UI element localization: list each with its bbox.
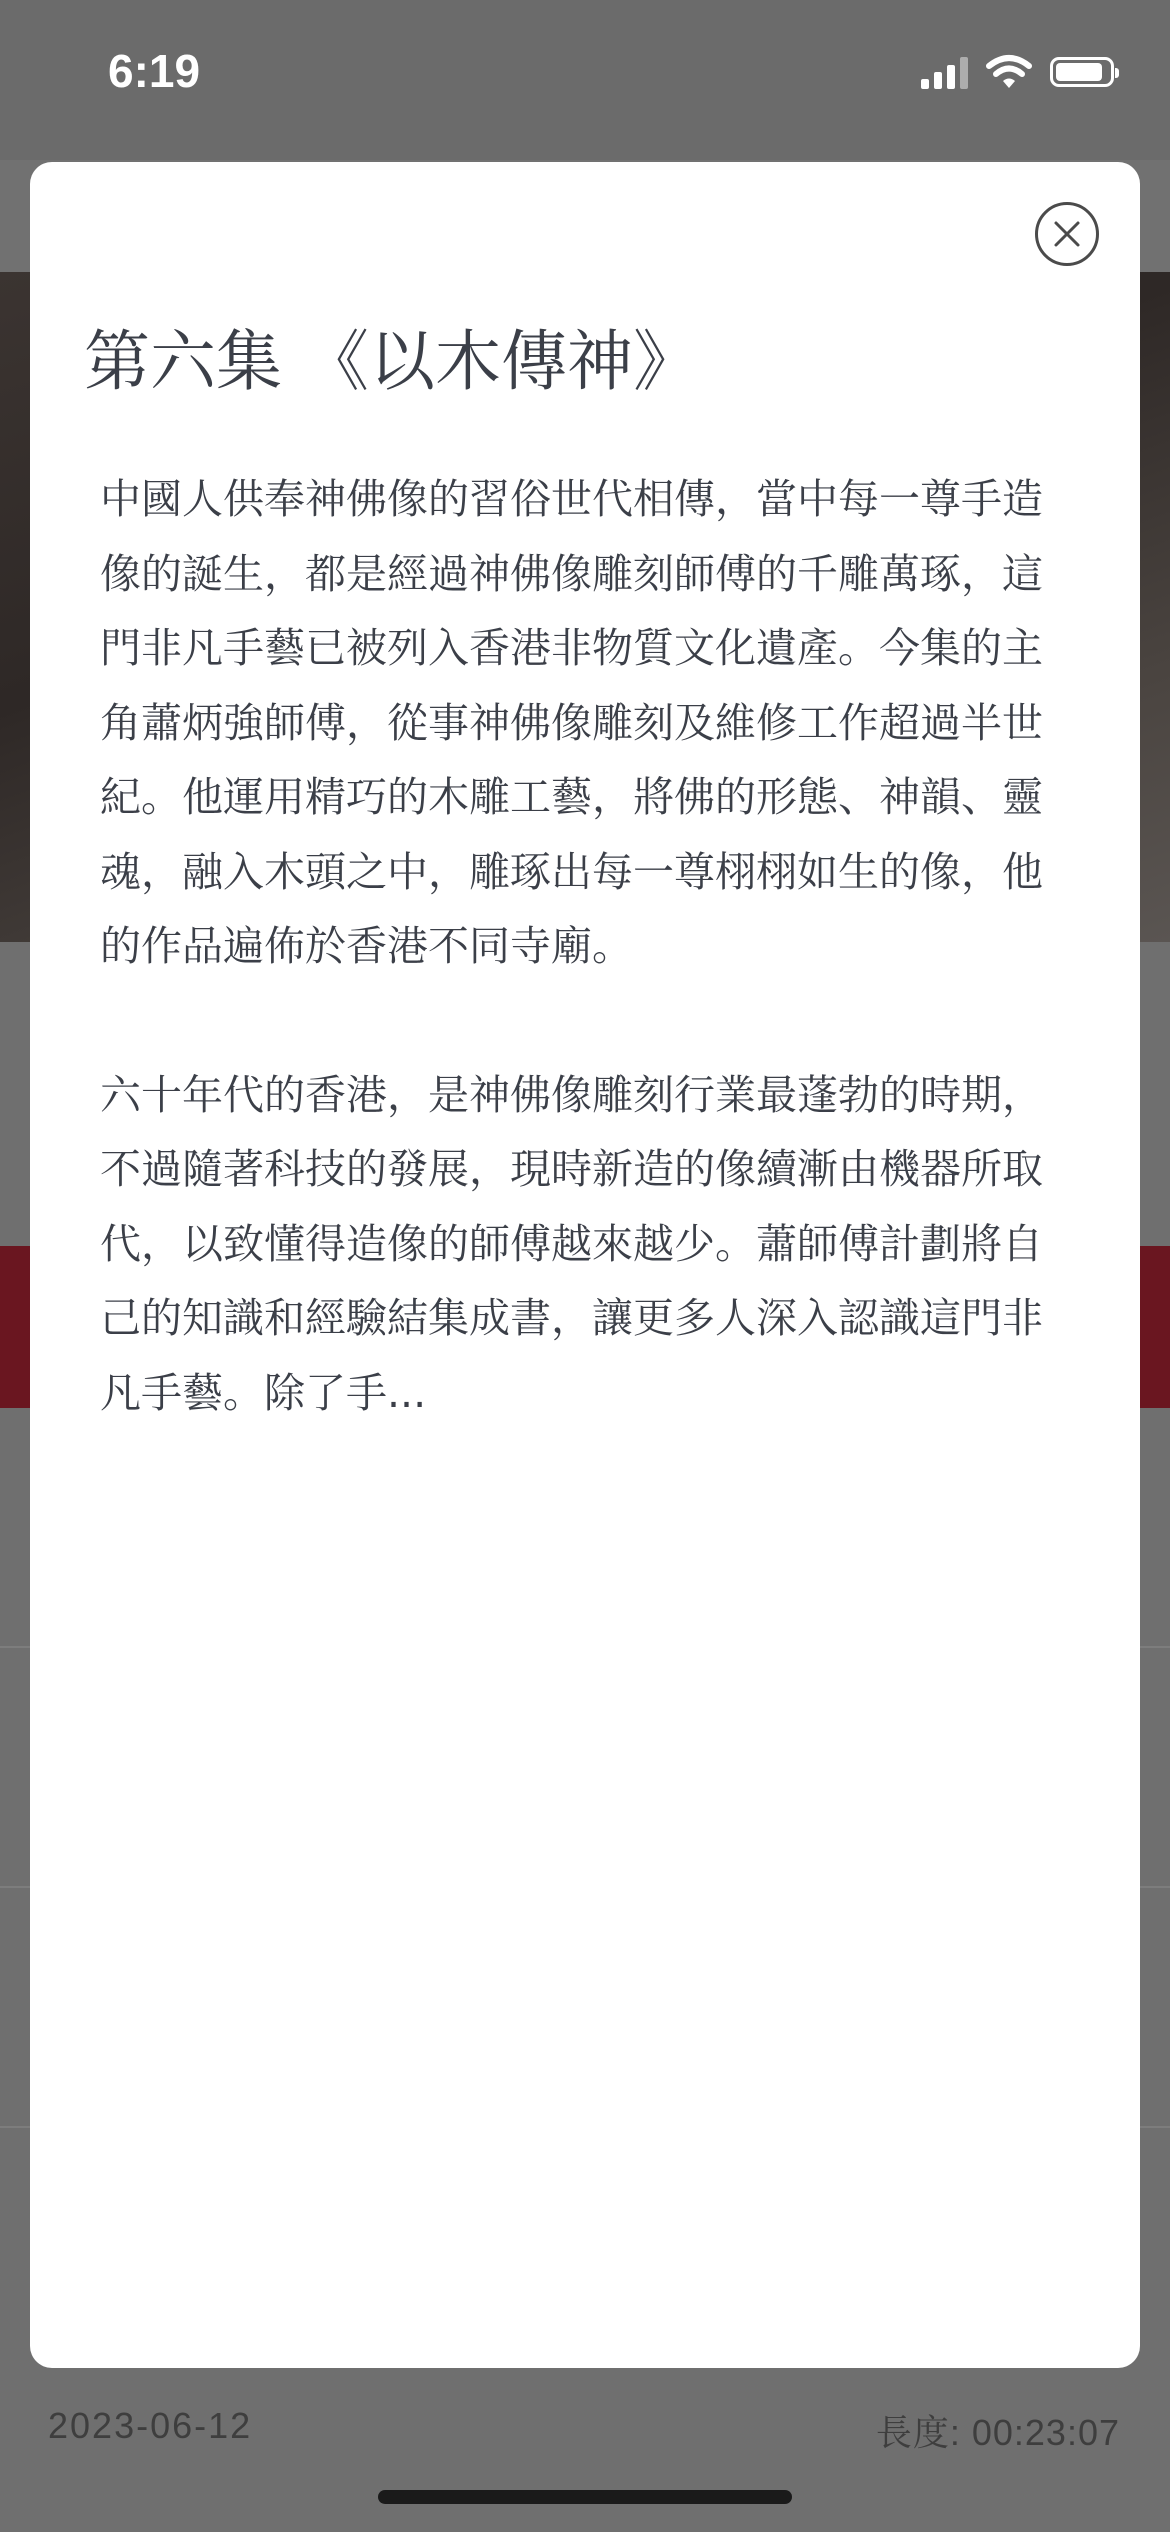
episode-title: 第六集 《以木傳神》 xyxy=(84,323,699,400)
episode-description xyxy=(100,462,1080,1430)
episode-length: 長度: 00:23:07 xyxy=(875,2412,1120,2453)
description-paragraph: 六十年代的香港，是神佛像雕刻行業最蓬勃的時期，不過隨著科技的發展，現時新造的像續漸由機器所取代，以致懂得造像的師傅越來越少。蕭師傅計劃將自己的知識和經驗結集成書，讓更多人深入認識這門非凡手藝。除了手... xyxy=(100,1070,1043,1417)
home-indicator[interactable] xyxy=(378,2490,792,2504)
close-icon xyxy=(1038,205,1096,263)
episode-date: 2023-06-12 xyxy=(48,2405,253,2446)
description-paragraph: 中國人供奉神佛像的習俗世代相傳，當中每一尊手造像的誕生，都是經過神佛像雕刻師傅的千雕萬琢，這門非凡手藝已被列入香港非物質文化遺產。今集的主角蕭炳強師傅，從事神佛像雕刻及維修工作超過半世紀。他運用精巧的木雕工藝，將佛的形態、神韻、靈魂，融入木頭之中，雕琢出每一尊栩栩如生的像，他的作品遍佈於香港不同寺廟。 xyxy=(100,475,1043,970)
battery-icon xyxy=(1050,57,1114,87)
cellular-signal-icon xyxy=(921,55,968,89)
close-button[interactable] xyxy=(1035,202,1099,266)
status-icons xyxy=(921,52,1114,92)
episode-description-modal xyxy=(30,162,1140,2368)
wifi-icon xyxy=(986,54,1032,90)
status-time: 6:19 xyxy=(108,45,201,97)
